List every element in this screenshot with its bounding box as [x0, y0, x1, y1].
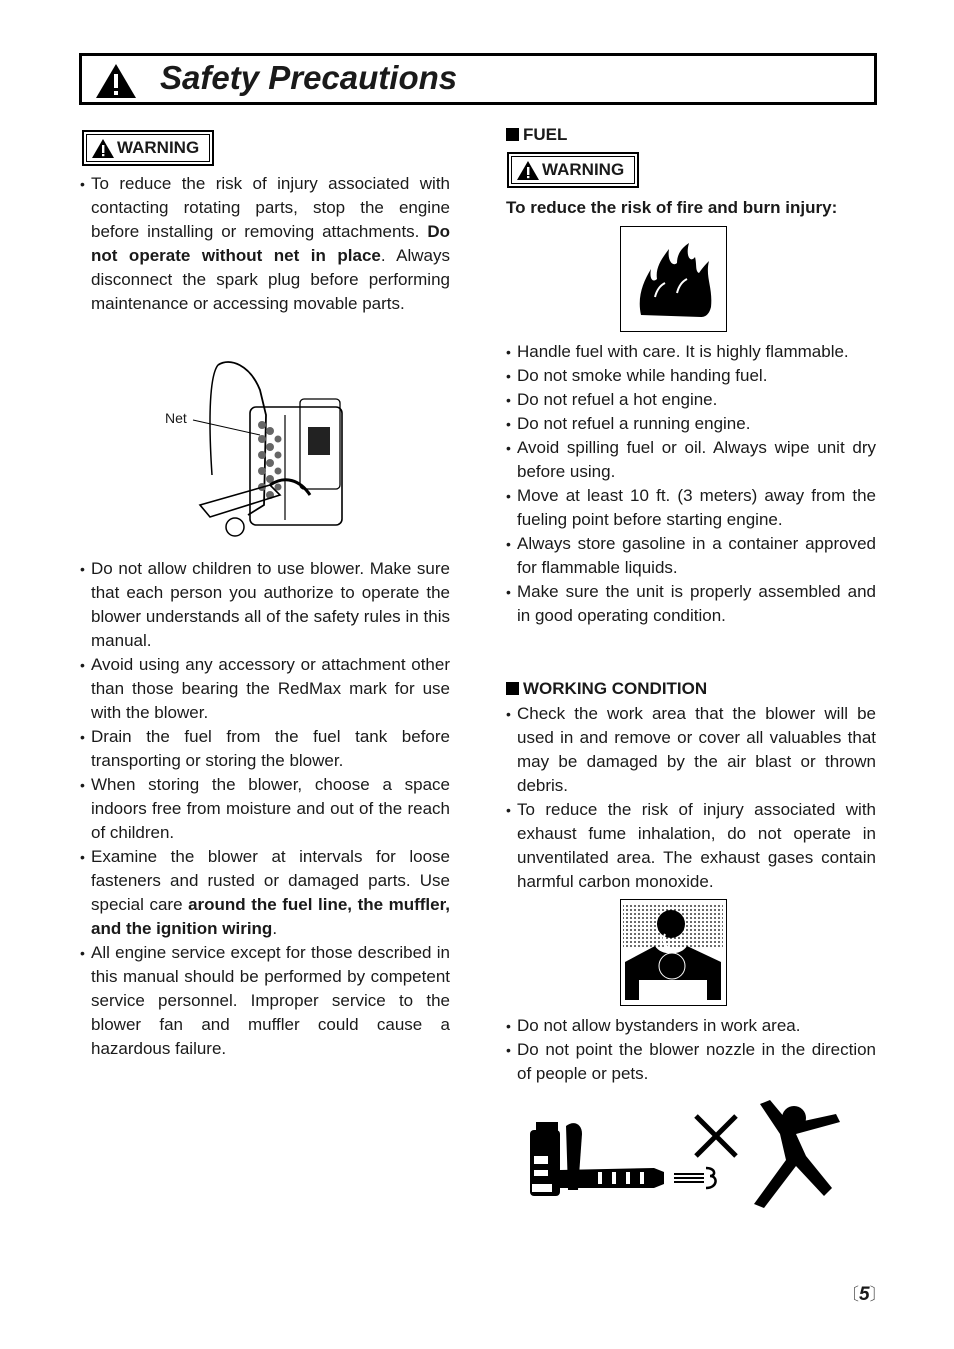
title-bar: [79, 53, 877, 105]
warning-label: WARNING: [542, 160, 625, 179]
list-item: • Handle fuel with care. It is highly flammable.: [506, 340, 876, 364]
section-heading-fuel: FUEL: [506, 125, 567, 145]
list-item: • All engine service except for those described in this manual should be performed by competent service personnel. Improper service to the blower fan and muffler could cause a hazardous failure.: [80, 941, 450, 1061]
warning-triangle-icon: [516, 160, 540, 181]
list-item: • Avoid spilling fuel or oil. Always wipe unit dry before using.: [506, 436, 876, 484]
list-item: • Move at least 10 ft. (3 meters) away from the fueling point before starting engine.: [506, 484, 876, 532]
final-list: [506, 1014, 876, 1086]
working-list: [506, 702, 876, 894]
exhaust-fume-icon: [620, 899, 727, 1006]
warning-triangle-icon: [94, 62, 138, 100]
list-item: • Always store gasoline in a container approved for flammable liquids.: [506, 532, 876, 580]
blower-net-figure: [190, 355, 350, 545]
list-item: • Check the work area that the blower will be used in and remove or cover all valuables that may be damaged by the air blast or thrown debris.: [506, 702, 876, 798]
list-item: • Avoid using any accessory or attachment other than those bearing the RedMax mark for use with the blower.: [80, 653, 450, 725]
blower-person-prohibited-icon: [524, 1100, 844, 1210]
warning-label: WARNING: [117, 138, 200, 157]
fuel-subheading: To reduce the risk of fire and burn injury:: [506, 198, 838, 217]
list-item: • Do not smoke while handing fuel.: [506, 364, 876, 388]
list-item: • Do not point the blower nozzle in the direction of people or pets.: [506, 1038, 876, 1086]
page-title: Safety Precautions: [160, 59, 458, 96]
warning-triangle-icon: [91, 138, 115, 159]
list-item: • Do not refuel a hot engine.: [506, 388, 876, 412]
figure-label-net: Net: [165, 410, 187, 426]
left-intro: [80, 172, 450, 316]
list-item: • Do not allow bystanders in work area.: [506, 1014, 876, 1038]
list-item: • When storing the blower, choose a space indoors free from moisture and out of the reach of children.: [80, 773, 450, 845]
section-heading-working: WORKING CONDITION: [506, 679, 707, 699]
list-item: • Do not refuel a running engine.: [506, 412, 876, 436]
warning-badge-left: [82, 130, 214, 166]
list-item: • Examine the blower at intervals for loose fasteners and rusted or damaged parts. Use special care around the fuel line, the muffler, and the ignition wiring.: [80, 845, 450, 941]
list-item: • To reduce the risk of injury associated with exhaust fume inhalation, do not operate in unventilated area. The exhaust gases contain harmful carbon monoxide.: [506, 798, 876, 894]
list-item: • Do not allow children to use blower. Make sure that each person you authorize to operate the blower understands all of the safety rules in this manual.: [80, 557, 450, 653]
list-item: • To reduce the risk of injury associated with contacting rotating parts, stop the engine before installing or removing attachments. Do not operate without net in place. Always disconnect the spark plug before performing maintenance or accessing movable parts.: [80, 172, 450, 316]
page-number: 〔5〕: [842, 1284, 887, 1305]
warning-badge-right: [507, 152, 639, 188]
list-item: • Drain the fuel from the fuel tank before transporting or storing the blower.: [80, 725, 450, 773]
fuel-list: [506, 340, 876, 628]
fire-icon: [620, 226, 727, 332]
list-item: • Make sure the unit is properly assembled and in good operating condition.: [506, 580, 876, 628]
left-list: [80, 557, 450, 1061]
